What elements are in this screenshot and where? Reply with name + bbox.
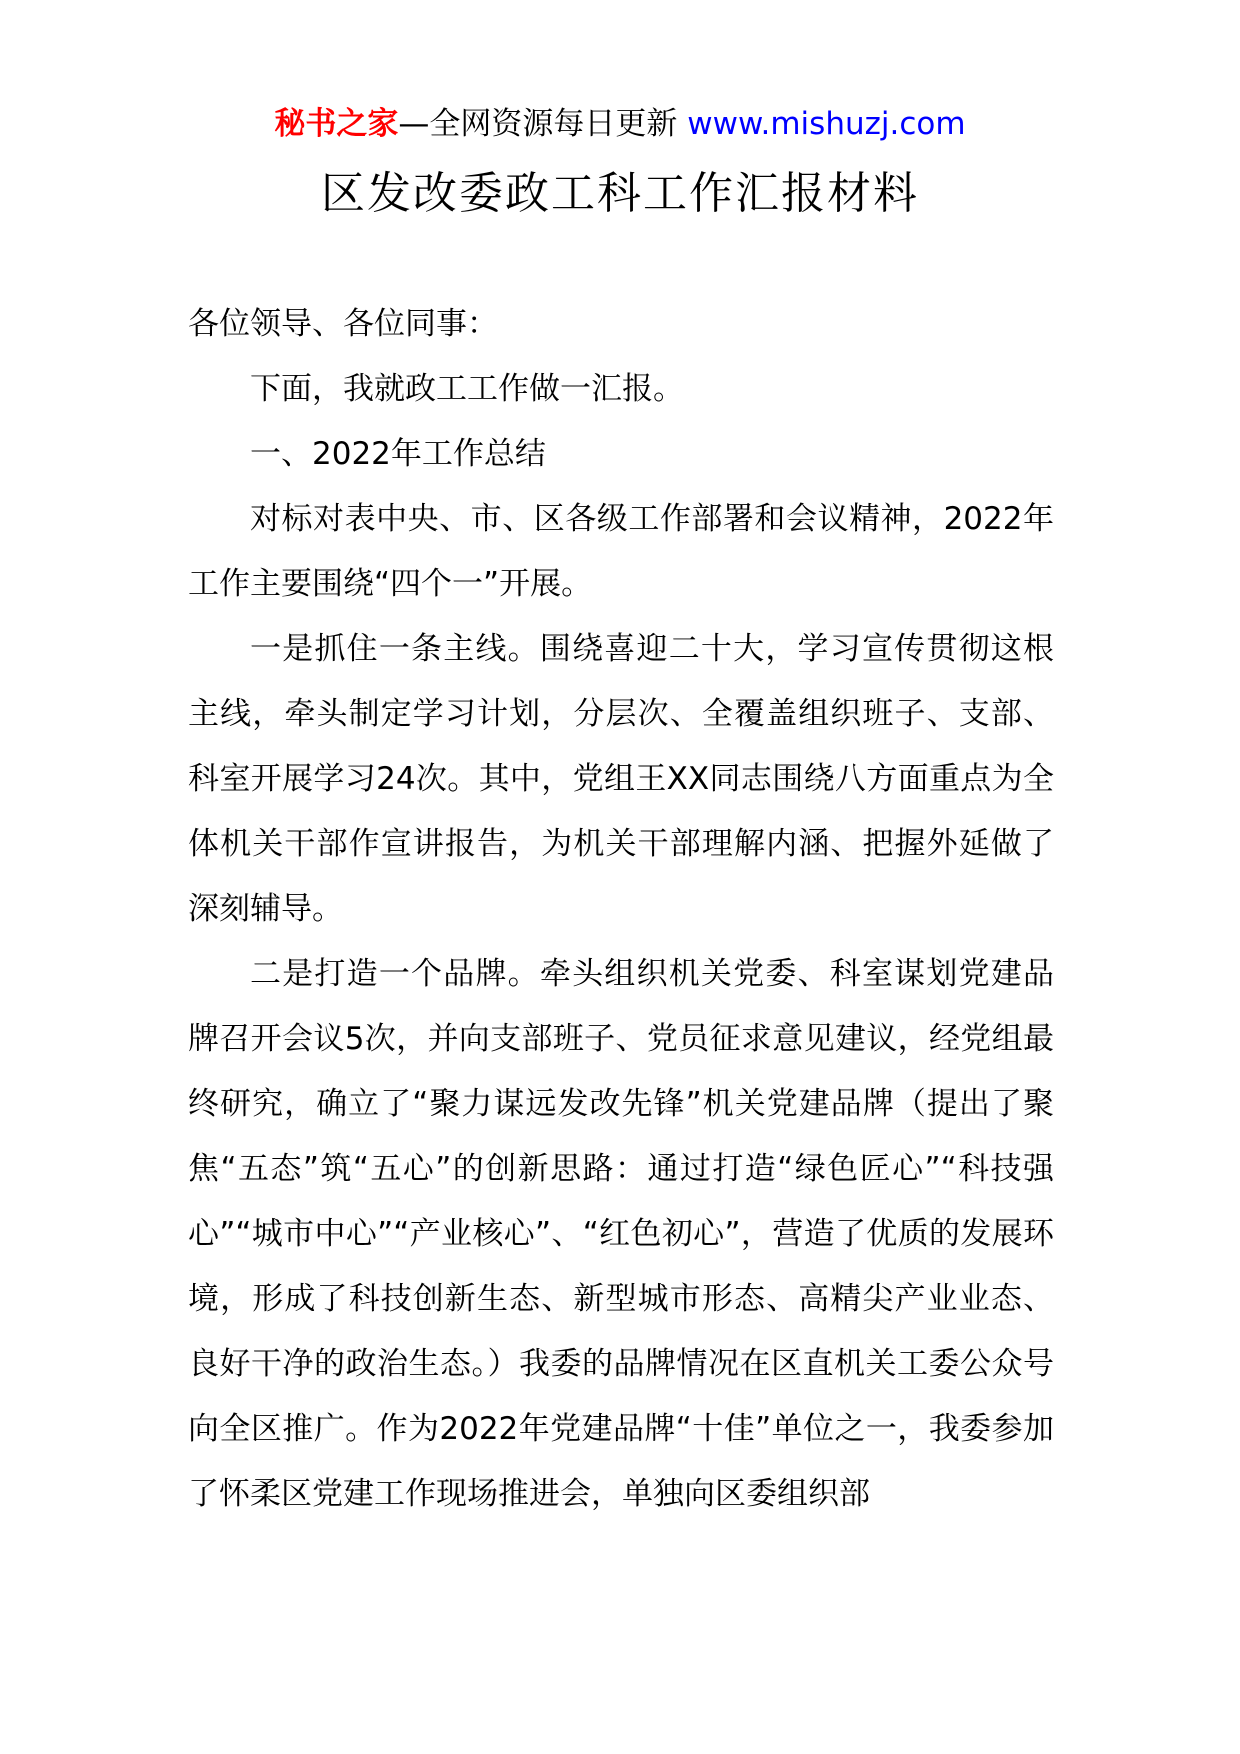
body-paragraph: 对标对表中央、市、区各级工作部署和会议精神，2022年工作主要围绕“四个一”开展。 (188, 501, 1054, 602)
site-url-link[interactable]: www.mishuzj.com (687, 106, 966, 142)
salutation: 各位领导、各位同事： (188, 306, 498, 342)
document-title: 区发改委政工科工作汇报材料 (321, 168, 919, 219)
section-heading: 一、2022年工作总结 (250, 436, 546, 472)
body-paragraph: 二是打造一个品牌。牵头组织机关党委、科室谋划党建品牌召开会议5次，并向支部班子、党员征求意见建议，经党组最终研究，确立了“聚力谋远发改先锋”机关党建品牌（提出了聚焦“五态”筑“五心”的创新思路：通过打造“绿色匠心”“科技强心”“城市中心”“产业核心”、“红色初心”，营造了优质的发展环境，形成了科技创新生态、新型城市形态、高精尖产业业态、良好干净的政治生态。）我委的品牌情况在区直机关工委公众号向全区推广。作为2022年党建品牌“十佳”单位之一，我委参加了怀柔区党建工作现场推进会，单独向区委组织部 (188, 956, 1054, 1512)
site-brand: 秘书之家 (274, 106, 399, 142)
intro-paragraph: 下面，我就政工工作做一汇报。 (250, 371, 684, 407)
body-paragraph: 一是抓住一条主线。围绕喜迎二十大，学习宣传贯彻这根主线，牵头制定学习计划，分层次、全覆盖组织班子、支部、科室开展学习24次。其中，党组王XX同志围绕八方面重点为全体机关干部作宣讲报告，为机关干部理解内涵、把握外延做了深刻辅导。 (188, 631, 1054, 927)
site-slogan: —全网资源每日更新 (398, 106, 688, 142)
document-body (188, 292, 1054, 1527)
site-header (0, 104, 1240, 144)
